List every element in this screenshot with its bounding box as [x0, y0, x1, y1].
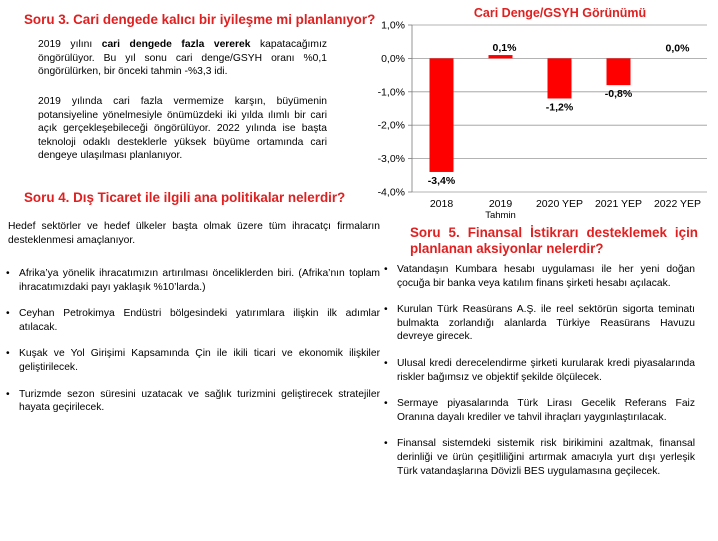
- chart-x-tick-label: 2019: [488, 198, 513, 210]
- chart-data-label: 0,0%: [665, 42, 690, 55]
- chart-data-label: -3,4%: [427, 174, 456, 187]
- chart-y-axis: [378, 20, 405, 199]
- chart-bar: [607, 58, 631, 85]
- q4-bullet: • Afrika’ya yönelik ihracatımızın artırılması önceliklerden biri. (Afrika’nın toplam ihracatımızdaki payı yaklaşık %10’larda.): [4, 267, 380, 294]
- q5-bullet: • Sermaye piyasalarında Türk Lirası Gecelik Referans Faiz Oranına dayalı krediler ve tahvil ihraçları yaygınlaştırılacak.: [382, 397, 695, 424]
- chart-x-sublabel: Tahmin: [485, 210, 516, 218]
- q5-bullet: • Finansal sistemdeki sistemik risk birikimini azaltmak, finansal derinliği ve ürün çeşitliliğini artırmak amacıyla yurt dışı yerleşik Türk vatandaşlarına Dövizli BES uygulamasına geçilecek.: [382, 437, 695, 478]
- chart-data-label: -1,2%: [545, 101, 574, 114]
- chart-data-label: 0,1%: [492, 42, 517, 55]
- q5-bullet: • Vatandaşın Kumbara hesabı uygulaması ile her yeni doğan çocuğa bir banka veya katılım finans şirketi hesabı açılacak.: [382, 263, 695, 290]
- current-account-chart: [362, 0, 712, 218]
- chart-x-tick-label: 2018: [429, 198, 454, 210]
- q3-paragraph-2: 2019 yılında cari fazla vermemize karşın, büyümenin potansiyeline yönelmesiyle önümüzdeki iki yılda ılımlı bir cari açık gerçekleşebileceği öngörülüyor. 2022 yılında ise başta teknoloji odaklı desteklerle yüksek büyüme ortamında cari dengeye ulaşılması planlanıyor.: [38, 96, 327, 162]
- chart-bar: [430, 58, 454, 172]
- q4-bullet: • Kuşak ve Yol Girişimi Kapsamında Çin ile ikili ticari ve ekonomik ilişkiler geliştirilecek.: [4, 347, 380, 374]
- q3-p1-end: kapatacağımız öngörülüyor. Bu yıl sonu cari denge/GSYH oranı %0,1 öngörülürken, bir önceki tahmin -%3,3 idi.: [38, 39, 327, 78]
- chart-bar: [489, 55, 513, 58]
- q4-bullet: • Ceyhan Petrokimya Endüstri bölgesindeki yatırımlara ilişkin ilk adımlar atılacak.: [4, 307, 380, 334]
- q5-title: [410, 225, 698, 256]
- chart-x-tick-label: 2020 YEP: [535, 198, 584, 210]
- chart-y-tick-label: 0,0%: [381, 52, 405, 65]
- chart-y-tick-label: -4,0%: [377, 186, 405, 199]
- q3-paragraph-1: [38, 38, 327, 79]
- q5-title-line-2: planlanan aksiyonlar nelerdir?: [410, 241, 604, 256]
- chart-bar: [548, 58, 572, 98]
- q3-p1-start: 2019 yılını: [38, 39, 93, 50]
- chart-y-tick-label: -2,0%: [377, 119, 405, 132]
- q3-title: Soru 3. Cari dengede kalıcı bir iyileşme mi planlanıyor?: [24, 12, 376, 27]
- q5-bullet: • Kurulan Türk Reasürans A.Ş. ile reel sektörün sigorta teminatı bulmakta zorlandığı alanlarda Türkiye Reasürans Havuzu devreye girecek.: [382, 303, 695, 344]
- q4-intro: Hedef sektörler ve hedef ülkeler başta olmak üzere tüm ihracatçı firmaların desteklenmesi amaçlanıyor.: [8, 221, 380, 246]
- q4-title: Soru 4. Dış Ticaret ile ilgili ana politikalar nelerdir?: [24, 190, 346, 205]
- chart-x-tick-label: 2022 YEP: [653, 198, 702, 210]
- chart-y-tick-label: 1,0%: [381, 19, 405, 32]
- chart-bars: [430, 55, 631, 172]
- chart-y-tick-label: -3,0%: [377, 153, 405, 166]
- q4-bullet-list: [4, 267, 380, 415]
- chart-x-axis: [430, 198, 701, 218]
- q5-bullet-list: [382, 263, 695, 478]
- chart-data-label: -0,8%: [604, 88, 633, 101]
- q4-bullet: • Turizmde sezon süresini uzatacak ve sağlık turizmini geliştirecek stratejiler hayata geçirilecek.: [4, 388, 380, 415]
- chart-x-tick-label: 2021 YEP: [594, 198, 643, 210]
- chart-y-tick-label: -1,0%: [377, 86, 405, 99]
- q5-title-line-1: Soru 5. Finansal İstikrarı desteklemek için: [410, 225, 698, 240]
- chart-title: Cari Denge/GSYH Görünümü: [473, 6, 647, 20]
- q3-p1-emphasis: cari dengede fazla vererek: [101, 39, 251, 50]
- q5-bullet: • Ulusal kredi derecelendirme şirketi kurularak kredi piyasalarında riskler bağımsız ve objektif şekilde ölçülecek.: [382, 357, 695, 384]
